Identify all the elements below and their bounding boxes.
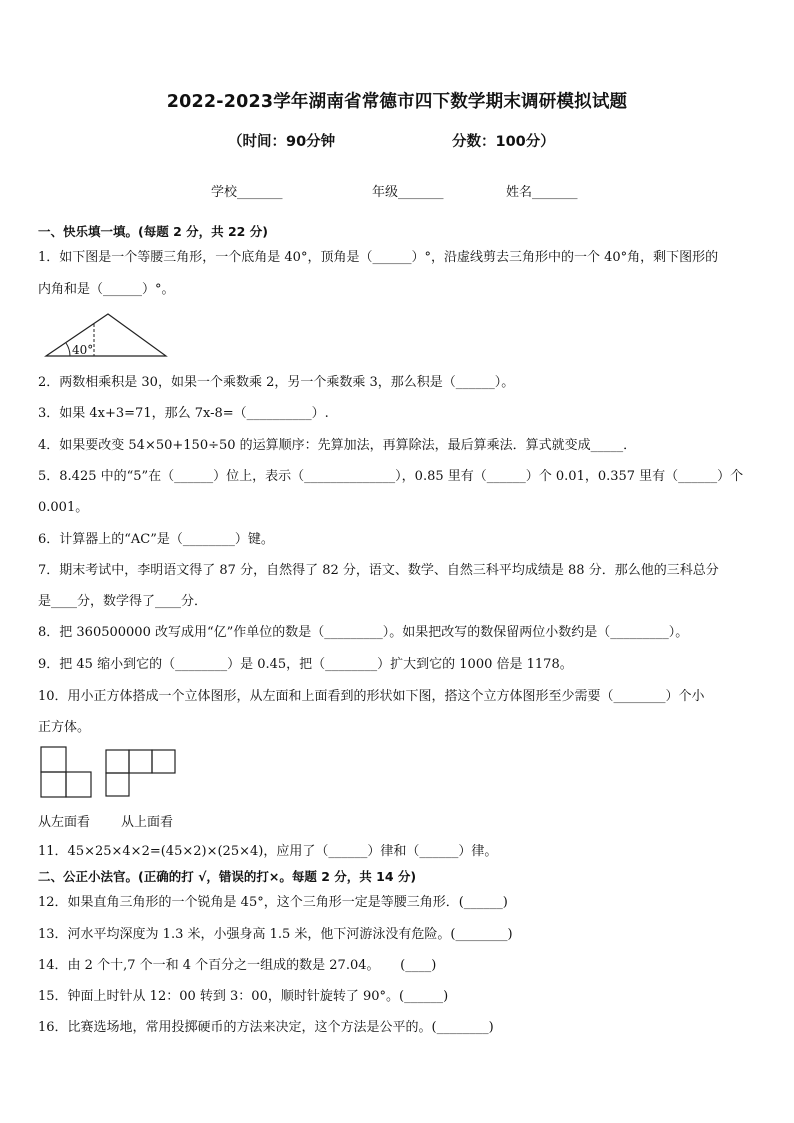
question-7-line-1: 7．期末考试中，李明语文得了 87 分，自然得了 82 分，语文、数学、自然三科平均成绩是 88 分．那么他的三科总分 (38, 563, 719, 578)
question-4: 4．如果要改变 54×50+150÷50 的运算顺序：先算加法，再算除法，最后算乘法．算式就变成_____． (38, 438, 637, 453)
left-view-figure (40, 746, 94, 800)
question-3: 3．如果 4x+3=71，那么 7x-8=（__________）. (38, 406, 329, 421)
question-5-line-1: 5．8.425 中的“5”在（______）位上，表示（______________），0.85 里有（______）个 0.01，0.357 里有（______）个 (38, 469, 744, 484)
section-1-heading: 一、快乐填一填。(每题 2 分，共 22 分) (38, 224, 268, 239)
question-16: 16．比赛选场地，常用投掷硬币的方法来决定，这个方法是公平的。(________) (38, 1020, 494, 1035)
question-1-line-1: 1．如下图是一个等腰三角形，一个底角是 40°，顶角是（______）°，沿虚线剪去三角形中的一个 40°角，剩下图形的 (38, 250, 719, 265)
question-15: 15．钟面上时针从 12：00 转到 3：00，顺时针旋转了 90°。(______) (38, 989, 449, 1004)
question-10-line-2: 正方体。 (38, 720, 91, 735)
question-2: 2．两数相乘积是 30，如果一个乘数乘 2，另一个乘数乘 3，那么积是（______）。 (38, 375, 515, 390)
question-6: 6．计算器上的“AC”是（________）键。 (38, 532, 274, 547)
question-13: 13．河水平均深度为 1.3 米，小强身高 1.5 米，他下河游泳没有危险。(________) (38, 927, 513, 942)
question-14: 14．由 2 个十,7 个一和 4 个百分之一组成的数是 27.04。 (____) (38, 958, 437, 973)
question-5-line-2: 0.001。 (38, 500, 89, 515)
question-9: 9．把 45 缩小到它的（________）是 0.45，把（________）扩大到它的 1000 倍是 1178。 (38, 657, 573, 672)
school-field: 学校_______ (211, 185, 283, 200)
time-label: （时间：90分钟 (228, 134, 336, 150)
question-11: 11．45×25×4×2=(45×2)×(25×4)，应用了（______）律和（______）律。 (38, 844, 498, 859)
angle-label: 40° (72, 343, 94, 357)
name-field: 姓名_______ (506, 185, 578, 200)
score-label: 分数：100分） (452, 134, 555, 150)
question-12: 12．如果直角三角形的一个锐角是 45°，这个三角形一定是等腰三角形．(______) (38, 895, 508, 910)
page-title: 2022-2023学年湖南省常德市四下数学期末调研模拟试题 (166, 92, 628, 112)
question-10-line-1: 10．用小正方体搭成一个立体图形，从左面和上面看到的形状如下图，搭这个立方体图形至少需要（________）个小 (38, 689, 705, 704)
grade-field: 年级_______ (372, 185, 444, 200)
section-2-heading: 二、公正小法官。(正确的打 √，错误的打×。每题 2 分，共 14 分) (38, 869, 417, 884)
top-view-figure (105, 749, 177, 799)
left-view-caption: 从左面看 (38, 815, 91, 830)
question-8: 8．把 360500000 改写成用“亿”作单位的数是（_________）。如果把改写的数保留两位小数约是（_________）。 (38, 625, 689, 640)
question-7-line-2: 是____分，数学得了____分． (38, 594, 208, 609)
top-view-caption: 从上面看 (121, 815, 174, 830)
question-1-line-2: 内角和是（______）°。 (38, 282, 175, 297)
isosceles-triangle-figure (42, 310, 172, 360)
